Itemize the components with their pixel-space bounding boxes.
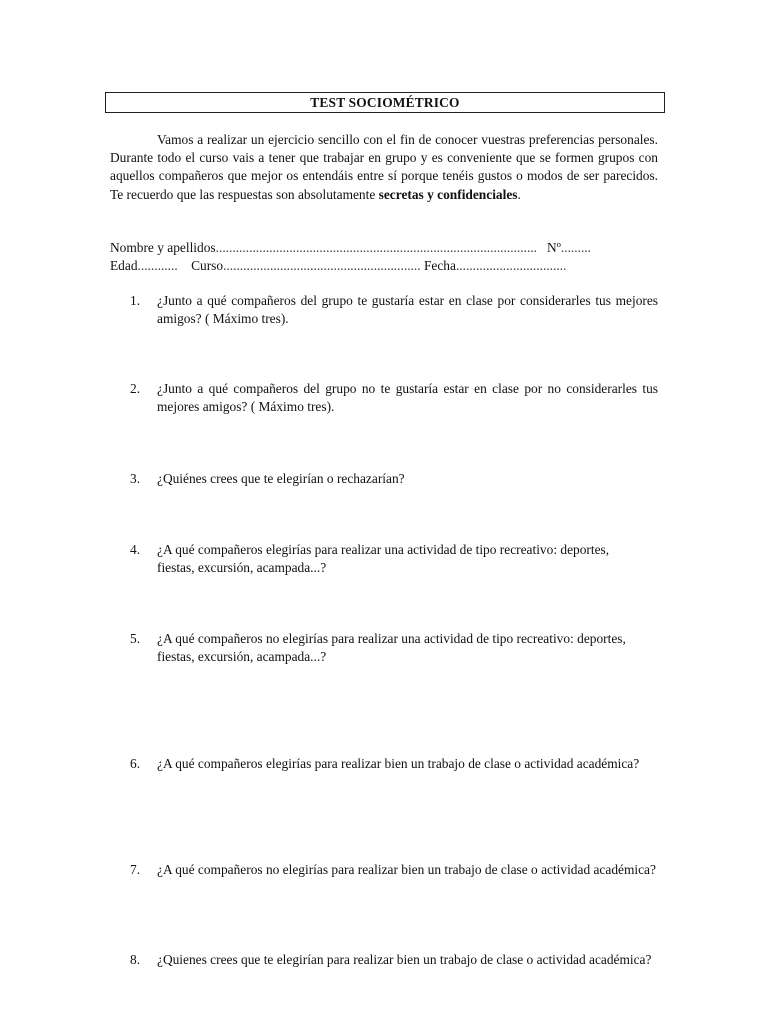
fecha-label: Fecha [423,258,456,273]
question-item [110,755,658,773]
intro-text: Vamos a realizar un ejercicio sencillo con el fin de conocer vuestras preferencias personales. Durante todo el curso vais a tener que trabajar en grupo y es conveniente que se formen grupos con aquellos compañeros que mejor os entendáis entre sí porque tenéis gustos o modos de ser parecidos. Te recuerdo que las respuestas son absolutamente [110,132,658,202]
question-item [110,470,658,488]
question-number: 4. [130,542,141,557]
edad-label: Edad [110,258,138,273]
edad-field[interactable]: ............ [137,258,178,273]
question-text: ¿A qué compañeros no elegirías para realizar bien un trabajo de clase o actividad académica? [157,862,656,877]
question-item [110,630,658,666]
question-text: ¿A qué compañeros elegirías para realizar una actividad de tipo recreativo: deportes, fiestas, excursión, acampada...? [157,542,610,576]
question-number: 2. [130,381,141,396]
question-text: ¿Junto a qué compañeros del grupo no te gustaría estar en clase por no considerarles tus mejores amigos? ( Máximo tres). [157,381,658,415]
numero-field[interactable]: ......... [560,240,592,255]
fecha-field[interactable]: ................................. [455,258,567,273]
question-number: 3. [130,471,141,486]
question-item [110,951,658,969]
nombre-field[interactable]: ................................................................................................ [215,240,537,255]
intro-bold-text: secretas y confidenciales [378,186,518,202]
numero-label: Nº [547,240,561,255]
name-number-line [110,239,658,257]
question-number: 8. [130,952,141,967]
question-text: ¿Quiénes crees que te elegirían o rechazarían? [157,471,405,486]
question-text: ¿A qué compañeros no elegirías para realizar una actividad de tipo recreativo: deportes, fiestas, excursión, acampada...? [157,631,626,665]
intro-paragraph [110,131,658,204]
intro-end: . [517,186,521,202]
question-item [110,861,658,879]
curso-field[interactable]: ........................................................... [223,258,421,273]
curso-label: Curso [191,258,224,273]
age-course-date-line [110,257,658,275]
question-item [110,292,658,328]
question-number: 1. [130,293,141,308]
document-title: TEST SOCIOMÉTRICO [105,92,665,113]
question-text: ¿Quienes crees que te elegirían para realizar bien un trabajo de clase o actividad académica? [157,952,652,967]
question-number: 5. [130,631,141,646]
question-text: ¿A qué compañeros elegirías para realizar bien un trabajo de clase o actividad académica? [157,756,640,771]
nombre-label: Nombre y apellidos [110,240,216,255]
question-text: ¿Junto a qué compañeros del grupo te gustaría estar en clase por considerarles tus mejores amigos? ( Máximo tres). [157,293,658,327]
question-item [110,541,658,577]
question-item [110,380,658,416]
question-number: 7. [130,862,141,877]
question-number: 6. [130,756,141,771]
